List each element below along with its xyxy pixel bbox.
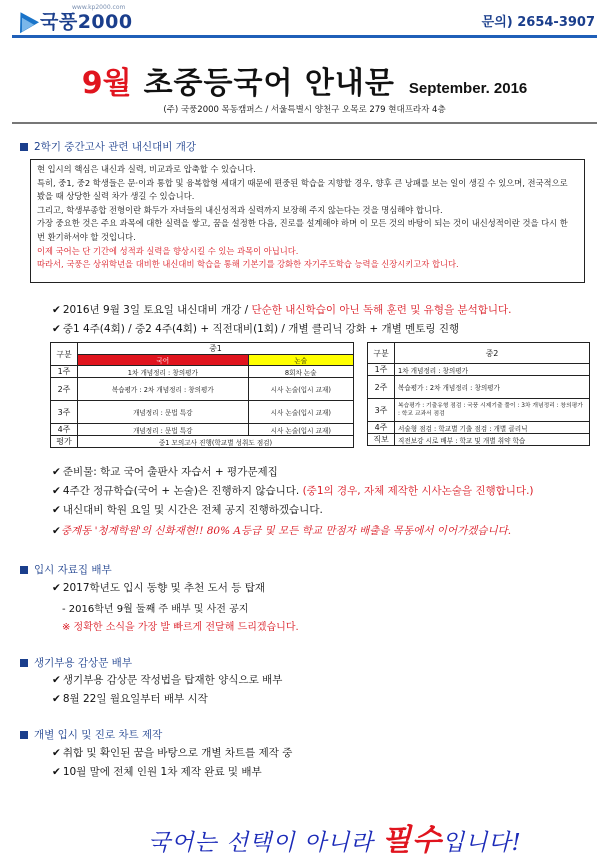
- row-label: 2주: [368, 376, 395, 399]
- slogan-emphasis: 필수: [381, 823, 442, 858]
- notice-box: [30, 159, 585, 283]
- korean-header: 국어: [78, 355, 249, 366]
- bullet-line: ✔ 준비물: 학교 국어 출판사 자습서 + 평가문제집: [52, 466, 278, 478]
- table-cell: 서술형 점검 : 학교별 기출 점검 : 개별 클리닉: [395, 422, 590, 434]
- table-cell: 복습평가 : 기출유형 점검 : 국풍 시제기출 풀이 : 3차 개념정리 : 창의평가 : 학교 교과서 점검: [395, 399, 590, 422]
- check-icon: ✔: [52, 504, 61, 516]
- section-heading-2: 입시 자료집 배부: [20, 562, 112, 577]
- bullet-line: ✔ 중1 4주(4회) / 중2 4주(4회) + 직전대비(1회) / 개별 클리닉 강화 + 개별 멘토링 진행: [52, 323, 460, 335]
- title-main: 초중등국어 안내문: [143, 66, 395, 101]
- table-cell: 시사 논술(입시 교재): [248, 401, 353, 424]
- table-cell: 중1 모의고사 진행(학교별 성취도 점검): [78, 436, 354, 448]
- logo-icon: [14, 9, 36, 31]
- row-label: 평가: [51, 436, 78, 448]
- notice-line: 특히, 중1, 중2 학생들은 문·이과 통합 및 융복합형 세대기 때문에 편중된 학습을 지향할 경우, 향후 큰 낭패를 보는 일이 생길 수 있으며, 전국적으로 봤을 때 상당한 실력 차가 생길 수 있습니다.: [37, 177, 568, 202]
- essay-header: 논술: [248, 355, 353, 366]
- title-month: 9월: [81, 66, 132, 101]
- row-label: 1주: [368, 364, 395, 376]
- square-bullet-icon: [20, 731, 28, 739]
- square-bullet-icon: [20, 566, 28, 574]
- table-header-cell: 구분: [368, 343, 395, 364]
- row-label: 직보: [368, 434, 395, 446]
- contact-phone: 문의) 2654-3907: [481, 15, 595, 30]
- logo-url: www.kp2000.com: [72, 4, 126, 11]
- bullet-line: ✔ 4주간 정규학습(국어 + 논술)은 진행하지 않습니다. (중1의 경우, 자체 제작한 시사논술을 진행합니다.): [52, 485, 534, 497]
- table-cell: 복습평가 : 2차 개념정리 : 창의평가: [78, 378, 249, 401]
- schedule-table-grade1: [50, 342, 354, 448]
- check-icon: ✔: [52, 582, 61, 594]
- square-bullet-icon: [20, 659, 28, 667]
- check-icon: ✔: [52, 525, 61, 537]
- table-cell: 시사 논술(입시 교재): [248, 378, 353, 401]
- check-icon: ✔: [52, 747, 61, 759]
- table-cell: 시사 논술(입시 교재): [248, 424, 353, 436]
- check-icon: ✔: [52, 693, 61, 705]
- table-header-cell: 구분: [51, 343, 78, 366]
- row-label: 2주: [51, 378, 78, 401]
- slogan: 국어는 선택이 아니라 필수입니다!: [148, 823, 522, 858]
- notice-line-emphasis: 이제 국어는 단 기간에 성적과 실력을 향상시킬 수 있는 과목이 아닙니다.: [37, 245, 299, 256]
- section-heading-3: 생기부용 감상문 배부: [20, 655, 132, 670]
- table-cell: 직전보강 시로 배부 : 학교 및 개별 취약 학습: [395, 434, 590, 446]
- title-date: September. 2016: [408, 80, 528, 97]
- title-divider: [12, 122, 597, 124]
- bullet-line: ✔ 취합 및 확인된 꿈을 바탕으로 개별 차트를 제작 중: [52, 747, 293, 759]
- check-icon: ✔: [52, 466, 61, 478]
- table-cell: 개념정리 : 문법 특강: [78, 424, 249, 436]
- table-cell: 개념정리 : 문법 특강: [78, 401, 249, 424]
- sub-line: - 2016학년 9월 둘째 주 배부 및 사전 공지: [62, 604, 249, 615]
- bullet-line: ✔ 2017학년도 입시 동향 및 추천 도서 등 탑재: [52, 582, 266, 594]
- bullet-line: ✔ 2016년 9월 3일 토요일 내신대비 개강 / 단순한 내신학습이 아닌 독해 훈련 및 유형을 분석합니다.: [52, 304, 512, 316]
- schedule-table-grade2: [367, 342, 590, 446]
- table-cell: 1차 개념정리 : 창의평가: [78, 366, 249, 378]
- check-icon: ✔: [52, 485, 61, 497]
- table-cell: 1차 개념정리 : 창의평가: [395, 364, 590, 376]
- check-icon: ✔: [52, 304, 61, 316]
- notice-line: 가장 중요한 것은 주요 과목에 대한 실력을 쌓고, 꿈을 설정한 다음, 진로를 설계해야 하며 이 모든 것의 바탕이 되는 것이 내신성적이란 것을 다시 한 번 환기하셔야 할 것입니다.: [37, 218, 568, 242]
- row-label: 3주: [368, 399, 395, 422]
- square-bullet-icon: [20, 143, 28, 151]
- check-icon: ✔: [52, 674, 61, 686]
- table-cell: 8회차 논술: [248, 366, 353, 378]
- table-group-header: 중2: [395, 343, 590, 364]
- table-group-header: 중1: [78, 343, 354, 355]
- check-icon: ✔: [52, 766, 61, 778]
- bullet-line: ✔ 내신대비 학원 요일 및 시간은 전체 공지 진행하겠습니다.: [52, 504, 323, 516]
- handwritten-note: ✔중계동 '청계학원'의 신화재현!! 80% A등급 및 모든 학교 만점자 배출을 목동에서 이어가겠습니다.: [52, 525, 512, 537]
- header-divider: [12, 35, 597, 38]
- bullet-line: ✔ 생기부용 감상문 작성법을 탑재한 양식으로 배부: [52, 674, 283, 686]
- row-label: 4주: [368, 422, 395, 434]
- page-title: [0, 58, 609, 102]
- row-label: 4주: [51, 424, 78, 436]
- notice-line: 현 입시의 핵심은 내신과 실력, 비교과로 압축할 수 있습니다.: [37, 164, 256, 174]
- bullet-line: ✔ 10월 말에 전체 인원 1차 제작 완료 및 배부: [52, 766, 262, 778]
- section-heading-1: 2학기 중간고사 관련 내신대비 개강: [20, 139, 196, 154]
- check-icon: ✔: [52, 323, 61, 335]
- section-heading-4: 개별 입시 및 진로 차트 제작: [20, 727, 162, 742]
- notice-line-emphasis: 따라서, 국풍은 상위학년을 대비한 내신대비 학습을 통해 기본기를 강화한 자기주도학습 능력을 신장시키고자 합니다.: [37, 259, 459, 270]
- notice-line: 그리고, 학생부종합 전형이란 화두가 자녀들의 내신성적과 실력까지 보장해 주지 않는다는 것을 명심해야 합니다.: [37, 204, 443, 215]
- table-cell: 복습평가 : 2차 개념정리 : 창의평가: [395, 376, 590, 399]
- row-label: 1주: [51, 366, 78, 378]
- logo-text: 국풍2000: [40, 10, 133, 33]
- row-label: 3주: [51, 401, 78, 424]
- address: (주) 국풍2000 목동캠퍼스 / 서울특별시 양천구 오목로 279 현대프라자 4층: [163, 105, 446, 115]
- bullet-line: ✔ 8월 22일 월요일부터 배부 시작: [52, 693, 208, 705]
- sub-line-emphasis: ※ 정확한 소식을 가장 발 빠르게 전달해 드리겠습니다.: [62, 622, 299, 633]
